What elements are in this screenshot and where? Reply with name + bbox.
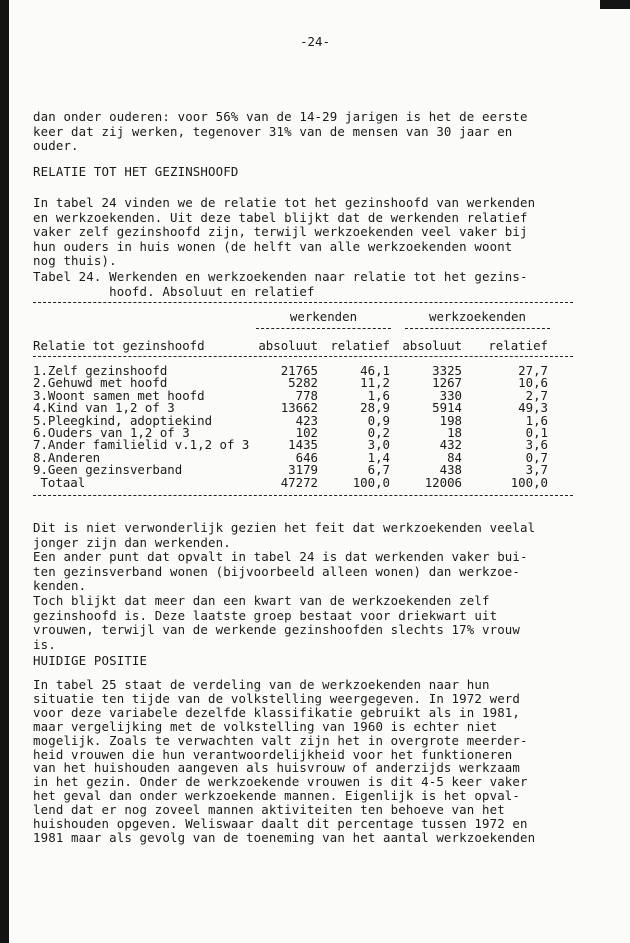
cell-relatie: 5.Pleegkind, adoptiekind	[33, 412, 213, 428]
cell-relatie: 4.Kind van 1,2 of 3	[33, 400, 175, 416]
text-line: is.	[33, 636, 56, 652]
text-line: vaker zelf gezinshoofd zijn, terwijl werkzoekenden veel vaker bij	[33, 224, 528, 240]
cell-absoluut-werkzoekenden: 12006	[424, 474, 462, 490]
cell-relatief-werkenden: 11,2	[360, 375, 390, 391]
text-line: hun ouders in huis wonen (de helft van alle werkzoekenden woont	[33, 238, 513, 254]
group-header-werkzoekenden: werkzoekenden	[429, 309, 526, 324]
text-line: Een ander punt dat opvalt in tabel 24 is dat werkenden vaker bui-	[33, 549, 528, 565]
text-line: vrouwen, terwijl van de werkende gezinshoofden slechts 17% vrouw	[33, 622, 521, 638]
group-header-werkenden: werkenden	[289, 309, 358, 324]
text-line: In tabel 25 staat de verdeling van de werkzoekenden naar hun	[33, 677, 490, 692]
page-number: -24-	[300, 34, 330, 49]
text-line: lend dat er nog zoveel mannen aktiviteiten ten behoeve van het	[33, 802, 505, 818]
cell-relatie: 7.Ander familielid v.1,2 of 3	[33, 437, 250, 453]
cell-relatie: 3.Woont samen met hoofd	[33, 387, 205, 403]
table-rule-bottom	[33, 495, 573, 496]
text-line: gezinshoofd is. Deze laatste groep bestaat voor driekwart uit	[33, 607, 498, 623]
text-line: 1981 maar als gevolg van de toeneming van het aantal werkzoekenden	[33, 829, 536, 845]
cell-absoluut-werkenden: 13662	[280, 400, 318, 416]
cell-relatief-werkenden: 100,0	[352, 474, 390, 490]
col-header-relatief-werkzoekenden: relatief	[488, 338, 548, 353]
cell-relatie: 6.Ouders van 1,2 of 3	[33, 425, 190, 440]
text-line: hoofd. Absoluut en relatief	[33, 283, 315, 299]
col-header-absoluut-werkzoekenden: absoluut	[402, 338, 462, 353]
cell-relatief-werkenden: 1,4	[367, 449, 390, 465]
cell-relatie: 9.Geen gezinsverband	[33, 462, 183, 478]
text-line: Tabel 24. Werkenden en werkzoekenden naar relatie tot het gezins-	[33, 269, 528, 284]
cell-relatief-werkzoekenden: 2,7	[525, 387, 548, 403]
cell-absoluut-werkzoekenden: 5914	[432, 400, 462, 416]
cell-relatief-werkzoekenden: 10,6	[518, 375, 548, 391]
table-rule-top	[33, 302, 573, 303]
cell-absoluut-werkzoekenden: 3325	[432, 363, 462, 378]
cell-relatief-werkzoekenden: 3,7	[525, 462, 548, 478]
text-line: mogelijk. Zoals te verwachten valt zijn het in overgrote meerder-	[33, 732, 528, 748]
cell-absoluut-werkenden: 21765	[280, 363, 318, 378]
cell-relatie: Totaal	[33, 474, 86, 490]
cell-relatie: 1.Zelf gezinshoofd	[33, 363, 168, 378]
cell-relatief-werkenden: 0,2	[367, 425, 390, 440]
text-line: heid vrouwen die hun verantwoordelijkheid voor het funktioneren	[33, 746, 513, 762]
cell-relatief-werkenden: 1,6	[367, 387, 390, 403]
text-line: ouder.	[33, 138, 79, 154]
cell-relatief-werkzoekenden: 0,7	[525, 449, 548, 465]
table-rule-header	[33, 356, 573, 357]
text-line: huishouden opgeven. Weliswaar daalt dit percentage tussen 1972 en	[33, 816, 528, 832]
cell-relatief-werkzoekenden: 0,1	[525, 425, 548, 440]
group-rule-werkzoekenden	[405, 328, 550, 329]
cell-absoluut-werkenden: 778	[295, 387, 318, 403]
text-line: dan onder ouderen: voor 56% van de 14-29 jarigen is het de eerste	[33, 109, 528, 124]
cell-relatief-werkenden: 0,9	[367, 412, 390, 428]
text-line: nog thuis).	[33, 253, 117, 269]
cell-relatief-werkzoekenden: 49,3	[518, 400, 548, 416]
scan-border-left	[0, 0, 9, 943]
cell-absoluut-werkenden: 646	[295, 449, 318, 465]
cell-relatie: 8.Anderen	[33, 449, 101, 465]
cell-relatief-werkzoekenden: 27,7	[518, 363, 548, 378]
text-line: situatie ten tijde van de volkstelling weergegeven. In 1972 werd	[33, 690, 521, 706]
text-line: keer dat zij werken, tegenover 31% van de mensen van 30 jaar en	[33, 123, 513, 139]
text-line: van het huishouden aangeven als huisvrouw of anderzijds werkzaam	[33, 760, 521, 776]
cell-absoluut-werkenden: 423	[295, 412, 318, 428]
text-line: kenden.	[33, 578, 87, 594]
text-line: voor deze variabele dezelfde klassifikatie gebruikt als in 1981,	[33, 704, 521, 720]
paragraph-relatie	[33, 196, 535, 269]
cell-absoluut-werkenden: 1435	[288, 437, 318, 453]
text-line: ten gezinsverband wonen (bijvoorbeeld alleen wonen) dan werkzoe-	[33, 563, 521, 579]
paragraph-huidige-positie	[33, 678, 535, 845]
cell-absoluut-werkenden: 5282	[288, 375, 318, 391]
cell-absoluut-werkzoekenden: 432	[439, 437, 462, 453]
group-rule-werkenden	[256, 328, 391, 329]
text-line: maar vergelijking met de volkstelling van 1960 is echter niet	[33, 718, 498, 734]
cell-absoluut-werkenden: 102	[295, 425, 318, 440]
cell-relatief-werkzoekenden: 100,0	[510, 474, 548, 490]
cell-absoluut-werkzoekenden: 18	[447, 425, 462, 440]
text-line: Toch blijkt dat meer dan een kwart van de werkzoekenden zelf	[33, 592, 490, 608]
cell-relatief-werkenden: 28,9	[360, 400, 390, 416]
section-heading-huidige-positie: HUIDIGE POSITIE	[33, 653, 148, 668]
cell-absoluut-werkzoekenden: 1267	[432, 375, 462, 391]
cell-relatief-werkzoekenden: 1,6	[525, 412, 548, 428]
cell-relatief-werkenden: 6,7	[367, 462, 390, 478]
cell-absoluut-werkenden: 47272	[280, 474, 318, 490]
text-line: jonger zijn dan werkenden.	[33, 534, 231, 550]
cell-absoluut-werkzoekenden: 84	[447, 449, 462, 465]
table-caption	[33, 270, 528, 299]
cell-relatief-werkzoekenden: 3,6	[525, 437, 548, 453]
col-header-absoluut-werkenden: absoluut	[258, 338, 318, 353]
cell-relatie: 2.Gehuwd met hoofd	[33, 375, 168, 391]
text-line: het geval dan onder werkzoekende mannen. Eigenlijk is het opval-	[33, 788, 521, 804]
scan-border-top	[600, 0, 630, 9]
cell-absoluut-werkzoekenden: 438	[439, 462, 462, 478]
section-heading-relatie: RELATIE TOT HET GEZINSHOOFD	[33, 164, 239, 179]
text-line: en werkzoekenden. Uit deze tabel blijkt dat de werkenden relatief	[33, 209, 528, 225]
cell-relatief-werkenden: 46,1	[360, 363, 390, 378]
cell-absoluut-werkzoekenden: 330	[439, 387, 462, 403]
paragraph-discussion	[33, 521, 535, 652]
intro-paragraph	[33, 110, 528, 154]
cell-relatief-werkenden: 3,0	[367, 437, 390, 453]
cell-absoluut-werkzoekenden: 198	[439, 412, 462, 428]
text-line: In tabel 24 vinden we de relatie tot het gezinshoofd van werkenden	[33, 195, 536, 210]
col-header-relatie: Relatie tot gezinshoofd	[33, 338, 205, 353]
text-line: Dit is niet verwonderlijk gezien het feit dat werkzoekenden veelal	[33, 520, 536, 535]
text-line: in het gezin. Onder de werkzoekende vrouwen is dit 4-5 keer vaker	[33, 774, 528, 790]
col-header-relatief-werkenden: relatief	[330, 338, 390, 353]
cell-absoluut-werkenden: 3179	[288, 462, 318, 478]
